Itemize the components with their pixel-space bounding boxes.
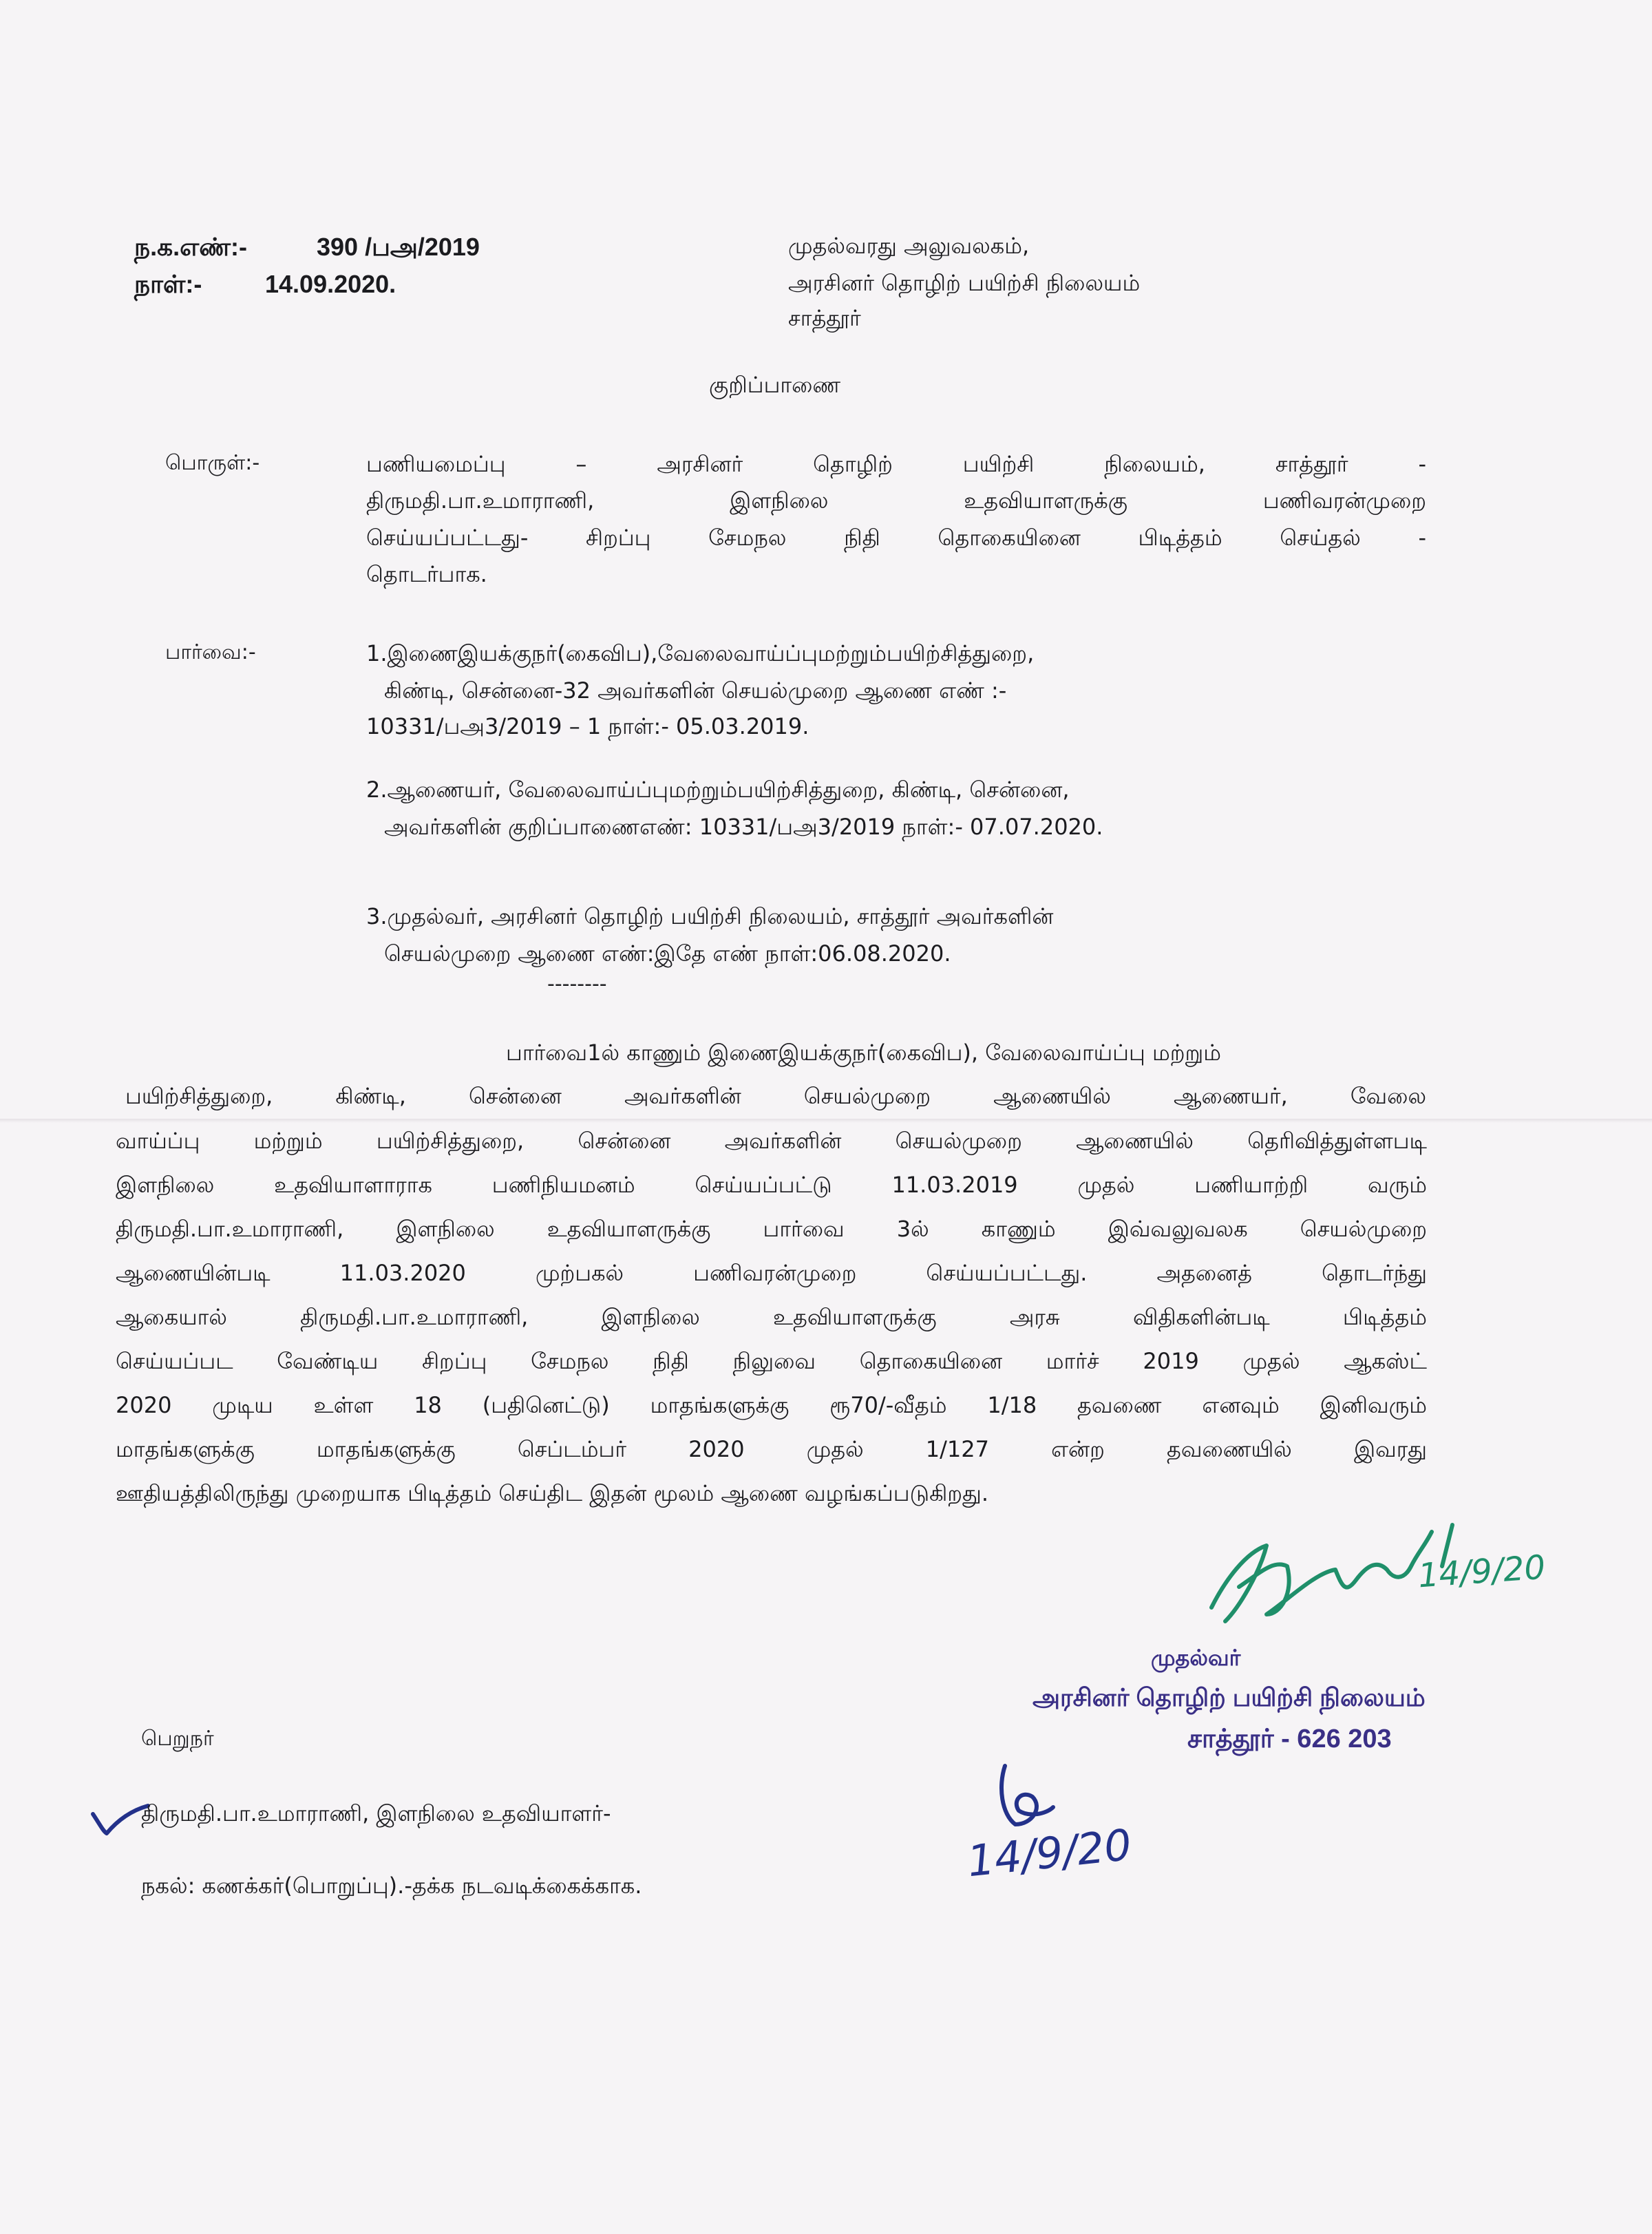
subject-label: பொருள்:- — [165, 451, 260, 475]
body-line-11: ஊதியத்திலிருந்து முறையாக பிடித்தம் செய்திட இதன் மூலம் ஆணை வழங்கப்படுகிறது. — [116, 1480, 988, 1506]
recipient-name: திருமதி.பா.உமாராணி, இளநிலை உதவியாளர்- — [141, 1800, 611, 1826]
office-line-3: சாத்தூர் — [788, 305, 861, 331]
date-label: நாள்:- — [134, 270, 202, 298]
stamp-location: சாத்தூர் - 626 203 — [1187, 1725, 1392, 1753]
subject-line-3: செய்யப்பட்டது- சிறப்பு சேமநல நிதி தொகையினை பிடித்தம் செய்தல் - — [366, 525, 1426, 551]
document-title: குறிப்பாணை — [709, 372, 841, 398]
reference-2-line-2: அவர்களின் குறிப்பாணைஎண்: 10331/பஅ3/2019 நாள்:- 07.07.2020. — [384, 814, 1103, 840]
subject-line-2: திருமதி.பா.உமாராணி, இளநிலை உதவியாளருக்கு பணிவரன்முறை — [366, 487, 1426, 514]
office-line-1: முதல்வரது அலுவலகம், — [788, 233, 1030, 259]
receipt-initials — [984, 1759, 1060, 1835]
subject-line-4: தொடர்பாக. — [366, 561, 487, 587]
body-line-3: வாய்ப்பு மற்றும் பயிற்சித்துறை, சென்னை அவர்களின் செயல்முறை ஆணையில் தெரிவித்துள்ளபடி — [116, 1128, 1427, 1154]
body-line-10: மாதங்களுக்கு மாதங்களுக்கு செப்டம்பர் 2020 முதல் 1/127 என்ற தவணையில் இவரது — [116, 1436, 1427, 1462]
reference-separator: -------- — [547, 972, 607, 996]
reference-3-line-1: 3.முதல்வர், அரசினர் தொழிற் பயிற்சி நிலையம், சாத்தூர் அவர்களின் — [366, 903, 1054, 929]
receipt-date: 14/9/20 — [964, 1819, 1134, 1887]
body-line-5: திருமதி.பா.உமாராணி, இளநிலை உதவியாளருக்கு பார்வை 3ல் காணும் இவ்வலுவலக செயல்முறை — [116, 1216, 1428, 1242]
body-line-9: 2020 முடிய உள்ள 18 (பதினெட்டு) மாதங்களுக்கு ரூ70/-வீதம் 1/18 தவணை எனவும் இனிவரும் — [116, 1392, 1427, 1418]
recipient-label: பெறுநர் — [141, 1727, 214, 1751]
stamp-designation: முதல்வர் — [1151, 1645, 1241, 1670]
office-line-2: அரசினர் தொழிற் பயிற்சி நிலையம் — [788, 270, 1141, 296]
stamp-institute: அரசினர் தொழிற் பயிற்சி நிலையம் — [1032, 1683, 1426, 1711]
reference-3-line-2: செயல்முறை ஆணை எண்:இதே எண் நாள்:06.08.2020. — [384, 940, 951, 967]
reference-number-value: 390 /பஅ/2019 — [317, 233, 480, 261]
body-line-8: செய்யப்பட வேண்டிய சிறப்பு சேமநல நிதி நிலுவை தொகையினை மார்ச் 2019 முதல் ஆகஸ்ட் — [116, 1348, 1428, 1374]
body-line-2: பயிற்சித்துறை, கிண்டி, சென்னை அவர்களின் செயல்முறை ஆணையில் ஆணையர், வேலை — [125, 1083, 1426, 1109]
reference-1-line-3: 10331/பஅ3/2019 – 1 நாள்:- 05.03.2019. — [366, 713, 809, 739]
body-line-6: ஆணையின்படி 11.03.2020 முற்பகல் பணிவரன்முறை செய்யப்பட்டது. அதனைத் தொடர்ந்து — [116, 1260, 1427, 1286]
body-line-7: ஆகையால் திருமதி.பா.உமாராணி, இளநிலை உதவியாளருக்கு அரசு விதிகளின்படி பிடித்தம் — [116, 1304, 1427, 1330]
paper-fold-line — [0, 1119, 1652, 1123]
body-line-1: பார்வை1ல் காணும் இணைஇயக்குநர்(கைவிப), வேலைவாய்ப்பு மற்றும் — [506, 1040, 1221, 1066]
reference-number-label: ந.க.எண்:- — [134, 233, 248, 261]
subject-line-1: பணியமைப்பு – அரசினர் தொழிற் பயிற்சி நிலையம், சாத்தூர் - — [366, 451, 1426, 477]
reference-2-line-1: 2.ஆணையர், வேலைவாய்ப்புமற்றும்பயிற்சித்துறை, கிண்டி, சென்னை, — [366, 777, 1070, 803]
copy-to: நகல்: கணக்கர்(பொறுப்பு).-தக்க நடவடிக்கைக்காக. — [141, 1873, 642, 1899]
reference-1-line-1: 1.இணைஇயக்குநர்(கைவிப),வேலைவாய்ப்புமற்றும்பயிற்சித்துறை, — [366, 640, 1035, 666]
reference-1-line-2: கிண்டி, சென்னை-32 அவர்களின் செயல்முறை ஆணை எண் :- — [384, 677, 1007, 704]
signature-date: 14/9/20 — [1417, 1548, 1547, 1596]
body-line-4: இளநிலை உதவியாளாராக பணிநியமனம் செய்யப்பட்டு 11.03.2019 முதல் பணியாற்றி வரும் — [116, 1172, 1427, 1198]
date-value: 14.09.2020. — [265, 270, 396, 298]
reference-label: பார்வை:- — [165, 640, 256, 664]
